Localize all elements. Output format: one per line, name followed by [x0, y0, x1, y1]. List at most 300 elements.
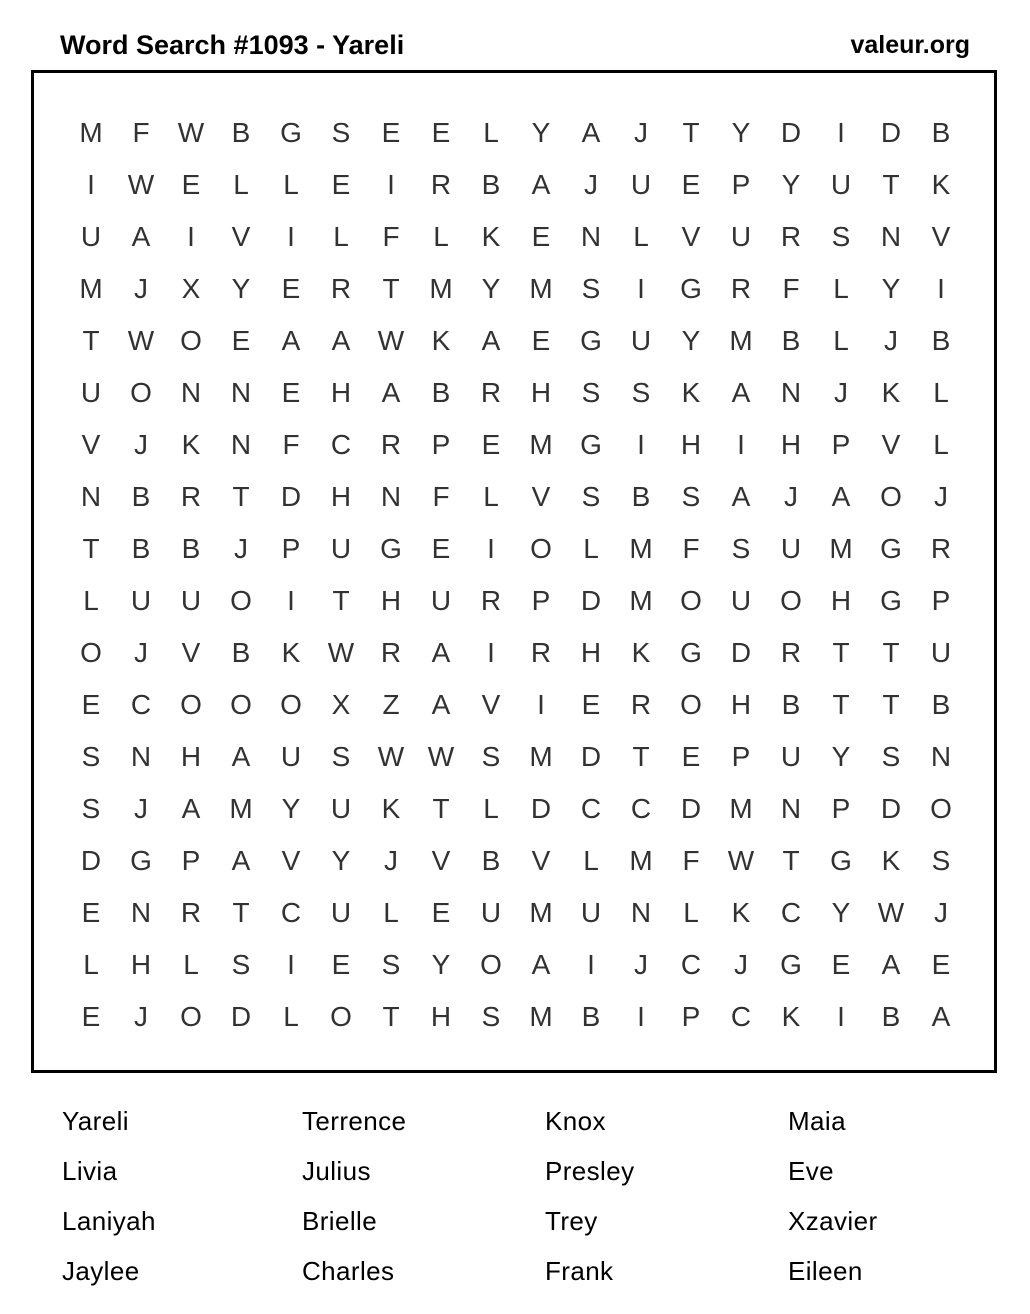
grid-cell[interactable]: I: [937, 273, 945, 304]
grid-cell[interactable]: R: [430, 169, 452, 200]
grid-cell[interactable]: H: [580, 637, 602, 668]
grid-cell[interactable]: T: [882, 689, 900, 720]
grid-cell[interactable]: U: [780, 741, 802, 772]
grid-cell[interactable]: S: [381, 949, 401, 980]
grid-cell[interactable]: E: [81, 897, 101, 928]
grid-cell[interactable]: G: [880, 533, 902, 564]
grid-cell[interactable]: V: [81, 429, 101, 460]
grid-cell[interactable]: T: [82, 533, 100, 564]
grid-cell[interactable]: P: [531, 585, 551, 616]
grid-cell[interactable]: V: [531, 481, 551, 512]
grid-cell[interactable]: V: [881, 429, 901, 460]
grid-cell[interactable]: R: [930, 533, 952, 564]
grid-cell[interactable]: A: [431, 637, 451, 668]
grid-cell[interactable]: T: [832, 637, 850, 668]
grid-cell[interactable]: O: [330, 1001, 352, 1032]
grid-cell[interactable]: A: [831, 481, 851, 512]
grid-cell[interactable]: U: [330, 793, 352, 824]
grid-cell[interactable]: T: [232, 897, 250, 928]
grid-cell[interactable]: M: [529, 273, 553, 304]
grid-cell[interactable]: S: [331, 741, 351, 772]
grid-cell[interactable]: H: [130, 949, 152, 980]
grid-cell[interactable]: K: [431, 325, 451, 356]
grid-cell[interactable]: U: [730, 585, 752, 616]
grid-cell[interactable]: L: [233, 169, 249, 200]
grid-cell[interactable]: L: [933, 429, 949, 460]
grid-cell[interactable]: A: [531, 169, 551, 200]
grid-cell[interactable]: D: [880, 793, 902, 824]
grid-cell[interactable]: R: [180, 481, 202, 512]
grid-cell[interactable]: U: [180, 585, 202, 616]
grid-cell[interactable]: H: [330, 377, 352, 408]
grid-cell[interactable]: G: [580, 429, 602, 460]
grid-cell[interactable]: Y: [881, 273, 901, 304]
grid-cell[interactable]: I: [287, 949, 295, 980]
grid-cell[interactable]: E: [831, 949, 851, 980]
grid-cell[interactable]: H: [380, 585, 402, 616]
grid-cell[interactable]: Y: [681, 325, 701, 356]
grid-cell[interactable]: J: [734, 949, 748, 980]
grid-cell[interactable]: N: [230, 377, 252, 408]
grid-cell[interactable]: A: [231, 845, 251, 876]
grid-cell[interactable]: U: [630, 169, 652, 200]
grid-cell[interactable]: D: [730, 637, 752, 668]
grid-cell[interactable]: V: [681, 221, 701, 252]
grid-cell[interactable]: D: [780, 117, 802, 148]
grid-cell[interactable]: X: [331, 689, 351, 720]
grid-cell[interactable]: Y: [831, 741, 851, 772]
grid-cell[interactable]: L: [183, 949, 199, 980]
grid-cell[interactable]: V: [531, 845, 551, 876]
grid-cell[interactable]: W: [177, 117, 205, 148]
grid-cell[interactable]: L: [433, 221, 449, 252]
grid-cell[interactable]: W: [377, 325, 405, 356]
grid-cell[interactable]: S: [81, 793, 101, 824]
grid-cell[interactable]: L: [283, 169, 299, 200]
grid-cell[interactable]: G: [380, 533, 402, 564]
grid-cell[interactable]: L: [83, 949, 99, 980]
grid-cell[interactable]: G: [680, 637, 702, 668]
grid-cell[interactable]: I: [187, 221, 195, 252]
grid-cell[interactable]: J: [934, 481, 948, 512]
grid-cell[interactable]: R: [730, 273, 752, 304]
grid-cell[interactable]: P: [831, 429, 851, 460]
grid-cell[interactable]: K: [781, 1001, 801, 1032]
grid-cell[interactable]: M: [629, 845, 653, 876]
grid-cell[interactable]: B: [131, 533, 151, 564]
grid-cell[interactable]: E: [931, 949, 951, 980]
grid-cell[interactable]: M: [629, 533, 653, 564]
grid-cell[interactable]: S: [731, 533, 751, 564]
grid-cell[interactable]: G: [680, 273, 702, 304]
grid-cell[interactable]: J: [634, 949, 648, 980]
grid-cell[interactable]: B: [231, 637, 251, 668]
grid-cell[interactable]: C: [330, 429, 352, 460]
grid-cell[interactable]: F: [682, 533, 700, 564]
grid-cell[interactable]: O: [930, 793, 952, 824]
grid-cell[interactable]: H: [530, 377, 552, 408]
grid-cell[interactable]: T: [882, 637, 900, 668]
grid-cell[interactable]: Z: [382, 689, 400, 720]
grid-cell[interactable]: S: [831, 221, 851, 252]
grid-cell[interactable]: U: [730, 221, 752, 252]
grid-cell[interactable]: U: [830, 169, 852, 200]
grid-cell[interactable]: P: [731, 741, 751, 772]
grid-cell[interactable]: M: [79, 117, 103, 148]
grid-cell[interactable]: S: [231, 949, 251, 980]
grid-cell[interactable]: E: [331, 949, 351, 980]
grid-cell[interactable]: W: [327, 637, 355, 668]
grid-cell[interactable]: K: [481, 221, 501, 252]
grid-cell[interactable]: H: [780, 429, 802, 460]
grid-cell[interactable]: B: [881, 1001, 901, 1032]
grid-cell[interactable]: A: [231, 741, 251, 772]
grid-cell[interactable]: E: [581, 689, 601, 720]
grid-cell[interactable]: E: [281, 273, 301, 304]
grid-cell[interactable]: C: [680, 949, 702, 980]
grid-cell[interactable]: U: [80, 221, 102, 252]
grid-cell[interactable]: A: [731, 481, 751, 512]
grid-cell[interactable]: D: [80, 845, 102, 876]
grid-cell[interactable]: L: [583, 845, 599, 876]
grid-cell[interactable]: M: [229, 793, 253, 824]
grid-cell[interactable]: S: [631, 377, 651, 408]
grid-cell[interactable]: T: [332, 585, 350, 616]
grid-cell[interactable]: S: [481, 1001, 501, 1032]
grid-cell[interactable]: M: [729, 793, 753, 824]
grid-cell[interactable]: L: [383, 897, 399, 928]
grid-cell[interactable]: U: [930, 637, 952, 668]
grid-cell[interactable]: E: [181, 169, 201, 200]
grid-cell[interactable]: W: [877, 897, 905, 928]
grid-cell[interactable]: L: [283, 1001, 299, 1032]
grid-cell[interactable]: U: [130, 585, 152, 616]
grid-cell[interactable]: T: [832, 689, 850, 720]
grid-cell[interactable]: H: [730, 689, 752, 720]
grid-cell[interactable]: U: [630, 325, 652, 356]
grid-cell[interactable]: W: [377, 741, 405, 772]
grid-cell[interactable]: I: [637, 429, 645, 460]
grid-cell[interactable]: J: [134, 273, 148, 304]
grid-cell[interactable]: T: [382, 1001, 400, 1032]
grid-cell[interactable]: I: [287, 221, 295, 252]
grid-cell[interactable]: B: [581, 1001, 601, 1032]
grid-cell[interactable]: C: [780, 897, 802, 928]
grid-cell[interactable]: M: [529, 1001, 553, 1032]
grid-cell[interactable]: B: [931, 325, 951, 356]
grid-cell[interactable]: J: [934, 897, 948, 928]
grid-cell[interactable]: U: [580, 897, 602, 928]
grid-cell[interactable]: V: [481, 689, 501, 720]
grid-cell[interactable]: K: [181, 429, 201, 460]
grid-cell[interactable]: N: [180, 377, 202, 408]
grid-cell[interactable]: I: [387, 169, 395, 200]
grid-cell[interactable]: I: [287, 585, 295, 616]
grid-cell[interactable]: H: [830, 585, 852, 616]
grid-cell[interactable]: H: [680, 429, 702, 460]
grid-cell[interactable]: R: [480, 377, 502, 408]
grid-cell[interactable]: E: [231, 325, 251, 356]
grid-cell[interactable]: I: [637, 1001, 645, 1032]
grid-cell[interactable]: F: [432, 481, 450, 512]
grid-cell[interactable]: U: [80, 377, 102, 408]
grid-cell[interactable]: E: [531, 325, 551, 356]
grid-cell[interactable]: N: [230, 429, 252, 460]
grid-cell[interactable]: A: [431, 689, 451, 720]
grid-cell[interactable]: F: [382, 221, 400, 252]
grid-cell[interactable]: M: [429, 273, 453, 304]
grid-cell[interactable]: I: [487, 637, 495, 668]
grid-cell[interactable]: D: [580, 741, 602, 772]
grid-cell[interactable]: M: [529, 741, 553, 772]
grid-cell[interactable]: J: [384, 845, 398, 876]
grid-cell[interactable]: S: [581, 481, 601, 512]
grid-cell[interactable]: O: [680, 689, 702, 720]
grid-cell[interactable]: U: [430, 585, 452, 616]
grid-cell[interactable]: T: [232, 481, 250, 512]
grid-cell[interactable]: O: [230, 585, 252, 616]
grid-cell[interactable]: A: [531, 949, 551, 980]
grid-cell[interactable]: R: [380, 637, 402, 668]
grid-cell[interactable]: A: [481, 325, 501, 356]
grid-cell[interactable]: K: [731, 897, 751, 928]
grid-cell[interactable]: F: [282, 429, 300, 460]
grid-cell[interactable]: L: [483, 117, 499, 148]
grid-cell[interactable]: L: [83, 585, 99, 616]
grid-cell[interactable]: M: [529, 429, 553, 460]
grid-cell[interactable]: O: [480, 949, 502, 980]
grid-cell[interactable]: R: [330, 273, 352, 304]
grid-cell[interactable]: E: [331, 169, 351, 200]
grid-cell[interactable]: B: [231, 117, 251, 148]
grid-cell[interactable]: P: [281, 533, 301, 564]
grid-cell[interactable]: N: [130, 741, 152, 772]
grid-cell[interactable]: J: [134, 793, 148, 824]
grid-cell[interactable]: W: [727, 845, 755, 876]
grid-cell[interactable]: S: [81, 741, 101, 772]
grid-cell[interactable]: M: [529, 897, 553, 928]
grid-cell[interactable]: A: [181, 793, 201, 824]
grid-cell[interactable]: I: [837, 117, 845, 148]
grid-cell[interactable]: U: [780, 533, 802, 564]
grid-cell[interactable]: U: [330, 533, 352, 564]
grid-cell[interactable]: O: [80, 637, 102, 668]
grid-cell[interactable]: C: [630, 793, 652, 824]
grid-cell[interactable]: B: [481, 845, 501, 876]
grid-cell[interactable]: J: [134, 1001, 148, 1032]
grid-cell[interactable]: W: [127, 325, 155, 356]
grid-cell[interactable]: U: [330, 897, 352, 928]
grid-cell[interactable]: M: [79, 273, 103, 304]
grid-cell[interactable]: U: [480, 897, 502, 928]
grid-cell[interactable]: L: [483, 481, 499, 512]
grid-cell[interactable]: N: [780, 377, 802, 408]
grid-cell[interactable]: H: [180, 741, 202, 772]
grid-cell[interactable]: J: [134, 637, 148, 668]
grid-cell[interactable]: A: [281, 325, 301, 356]
grid-cell[interactable]: Y: [281, 793, 301, 824]
grid-cell[interactable]: A: [931, 1001, 951, 1032]
grid-cell[interactable]: A: [731, 377, 751, 408]
grid-cell[interactable]: R: [630, 689, 652, 720]
grid-cell[interactable]: A: [881, 949, 901, 980]
grid-cell[interactable]: E: [481, 429, 501, 460]
grid-cell[interactable]: D: [880, 117, 902, 148]
grid-cell[interactable]: L: [633, 221, 649, 252]
grid-cell[interactable]: I: [837, 1001, 845, 1032]
grid-cell[interactable]: S: [581, 377, 601, 408]
grid-cell[interactable]: M: [829, 533, 853, 564]
grid-cell[interactable]: L: [583, 533, 599, 564]
grid-cell[interactable]: L: [833, 325, 849, 356]
grid-cell[interactable]: G: [130, 845, 152, 876]
grid-cell[interactable]: G: [580, 325, 602, 356]
grid-cell[interactable]: T: [382, 273, 400, 304]
grid-cell[interactable]: K: [631, 637, 651, 668]
grid-cell[interactable]: G: [880, 585, 902, 616]
grid-cell[interactable]: D: [530, 793, 552, 824]
grid-cell[interactable]: J: [884, 325, 898, 356]
grid-cell[interactable]: S: [931, 845, 951, 876]
grid-cell[interactable]: K: [381, 793, 401, 824]
grid-cell[interactable]: O: [280, 689, 302, 720]
grid-cell[interactable]: M: [629, 585, 653, 616]
grid-cell[interactable]: P: [181, 845, 201, 876]
grid-cell[interactable]: R: [780, 221, 802, 252]
grid-cell[interactable]: R: [180, 897, 202, 928]
grid-cell[interactable]: E: [531, 221, 551, 252]
grid-cell[interactable]: L: [683, 897, 699, 928]
grid-cell[interactable]: R: [480, 585, 502, 616]
grid-cell[interactable]: S: [481, 741, 501, 772]
grid-cell[interactable]: Y: [831, 897, 851, 928]
grid-cell[interactable]: P: [431, 429, 451, 460]
grid-cell[interactable]: C: [130, 689, 152, 720]
grid-cell[interactable]: J: [134, 429, 148, 460]
grid-cell[interactable]: N: [380, 481, 402, 512]
grid-cell[interactable]: N: [580, 221, 602, 252]
grid-cell[interactable]: O: [180, 325, 202, 356]
grid-cell[interactable]: N: [130, 897, 152, 928]
grid-cell[interactable]: E: [431, 533, 451, 564]
grid-cell[interactable]: Y: [431, 949, 451, 980]
grid-cell[interactable]: L: [833, 273, 849, 304]
grid-cell[interactable]: C: [280, 897, 302, 928]
grid-cell[interactable]: N: [780, 793, 802, 824]
grid-cell[interactable]: S: [681, 481, 701, 512]
grid-cell[interactable]: J: [634, 117, 648, 148]
grid-cell[interactable]: M: [729, 325, 753, 356]
grid-cell[interactable]: P: [831, 793, 851, 824]
grid-cell[interactable]: B: [781, 689, 801, 720]
grid-cell[interactable]: B: [481, 169, 501, 200]
grid-cell[interactable]: I: [537, 689, 545, 720]
grid-cell[interactable]: N: [630, 897, 652, 928]
grid-cell[interactable]: E: [81, 689, 101, 720]
grid-cell[interactable]: I: [587, 949, 595, 980]
grid-cell[interactable]: D: [580, 585, 602, 616]
grid-cell[interactable]: E: [81, 1001, 101, 1032]
grid-cell[interactable]: D: [280, 481, 302, 512]
grid-cell[interactable]: N: [80, 481, 102, 512]
grid-cell[interactable]: V: [181, 637, 201, 668]
grid-cell[interactable]: O: [680, 585, 702, 616]
grid-cell[interactable]: P: [731, 169, 751, 200]
grid-cell[interactable]: A: [381, 377, 401, 408]
grid-cell[interactable]: Y: [781, 169, 801, 200]
grid-cell[interactable]: L: [933, 377, 949, 408]
grid-cell[interactable]: K: [881, 845, 901, 876]
grid-cell[interactable]: W: [127, 169, 155, 200]
grid-cell[interactable]: J: [784, 481, 798, 512]
grid-cell[interactable]: O: [230, 689, 252, 720]
grid-cell[interactable]: T: [882, 169, 900, 200]
grid-cell[interactable]: A: [331, 325, 351, 356]
grid-cell[interactable]: E: [281, 377, 301, 408]
grid-cell[interactable]: D: [680, 793, 702, 824]
grid-cell[interactable]: F: [782, 273, 800, 304]
grid-cell[interactable]: H: [430, 1001, 452, 1032]
grid-cell[interactable]: Y: [731, 117, 751, 148]
grid-cell[interactable]: O: [530, 533, 552, 564]
grid-cell[interactable]: S: [881, 741, 901, 772]
grid-cell[interactable]: C: [730, 1001, 752, 1032]
grid-cell[interactable]: B: [931, 117, 951, 148]
grid-cell[interactable]: O: [180, 689, 202, 720]
grid-cell[interactable]: O: [180, 1001, 202, 1032]
grid-cell[interactable]: O: [880, 481, 902, 512]
grid-cell[interactable]: L: [333, 221, 349, 252]
grid-cell[interactable]: Y: [481, 273, 501, 304]
grid-cell[interactable]: B: [931, 689, 951, 720]
grid-cell[interactable]: R: [780, 637, 802, 668]
grid-cell[interactable]: U: [280, 741, 302, 772]
grid-cell[interactable]: Y: [531, 117, 551, 148]
grid-cell[interactable]: E: [681, 169, 701, 200]
grid-cell[interactable]: T: [82, 325, 100, 356]
grid-cell[interactable]: K: [681, 377, 701, 408]
grid-cell[interactable]: R: [380, 429, 402, 460]
grid-cell[interactable]: W: [427, 741, 455, 772]
grid-cell[interactable]: E: [431, 897, 451, 928]
grid-cell[interactable]: V: [281, 845, 301, 876]
grid-cell[interactable]: T: [632, 741, 650, 772]
grid-cell[interactable]: F: [682, 845, 700, 876]
grid-cell[interactable]: S: [581, 273, 601, 304]
grid-cell[interactable]: E: [381, 117, 401, 148]
grid-cell[interactable]: J: [834, 377, 848, 408]
grid-cell[interactable]: X: [181, 273, 201, 304]
grid-cell[interactable]: I: [487, 533, 495, 564]
grid-cell[interactable]: B: [431, 377, 451, 408]
grid-cell[interactable]: K: [881, 377, 901, 408]
grid-cell[interactable]: V: [231, 221, 251, 252]
grid-cell[interactable]: T: [682, 117, 700, 148]
grid-cell[interactable]: T: [782, 845, 800, 876]
grid-cell[interactable]: V: [931, 221, 951, 252]
grid-cell[interactable]: F: [132, 117, 150, 148]
grid-cell[interactable]: E: [681, 741, 701, 772]
grid-cell[interactable]: O: [130, 377, 152, 408]
grid-cell[interactable]: V: [431, 845, 451, 876]
grid-cell[interactable]: N: [930, 741, 952, 772]
grid-cell[interactable]: B: [131, 481, 151, 512]
grid-cell[interactable]: J: [234, 533, 248, 564]
grid-cell[interactable]: K: [281, 637, 301, 668]
grid-cell[interactable]: I: [737, 429, 745, 460]
grid-cell[interactable]: Y: [331, 845, 351, 876]
grid-cell[interactable]: J: [584, 169, 598, 200]
